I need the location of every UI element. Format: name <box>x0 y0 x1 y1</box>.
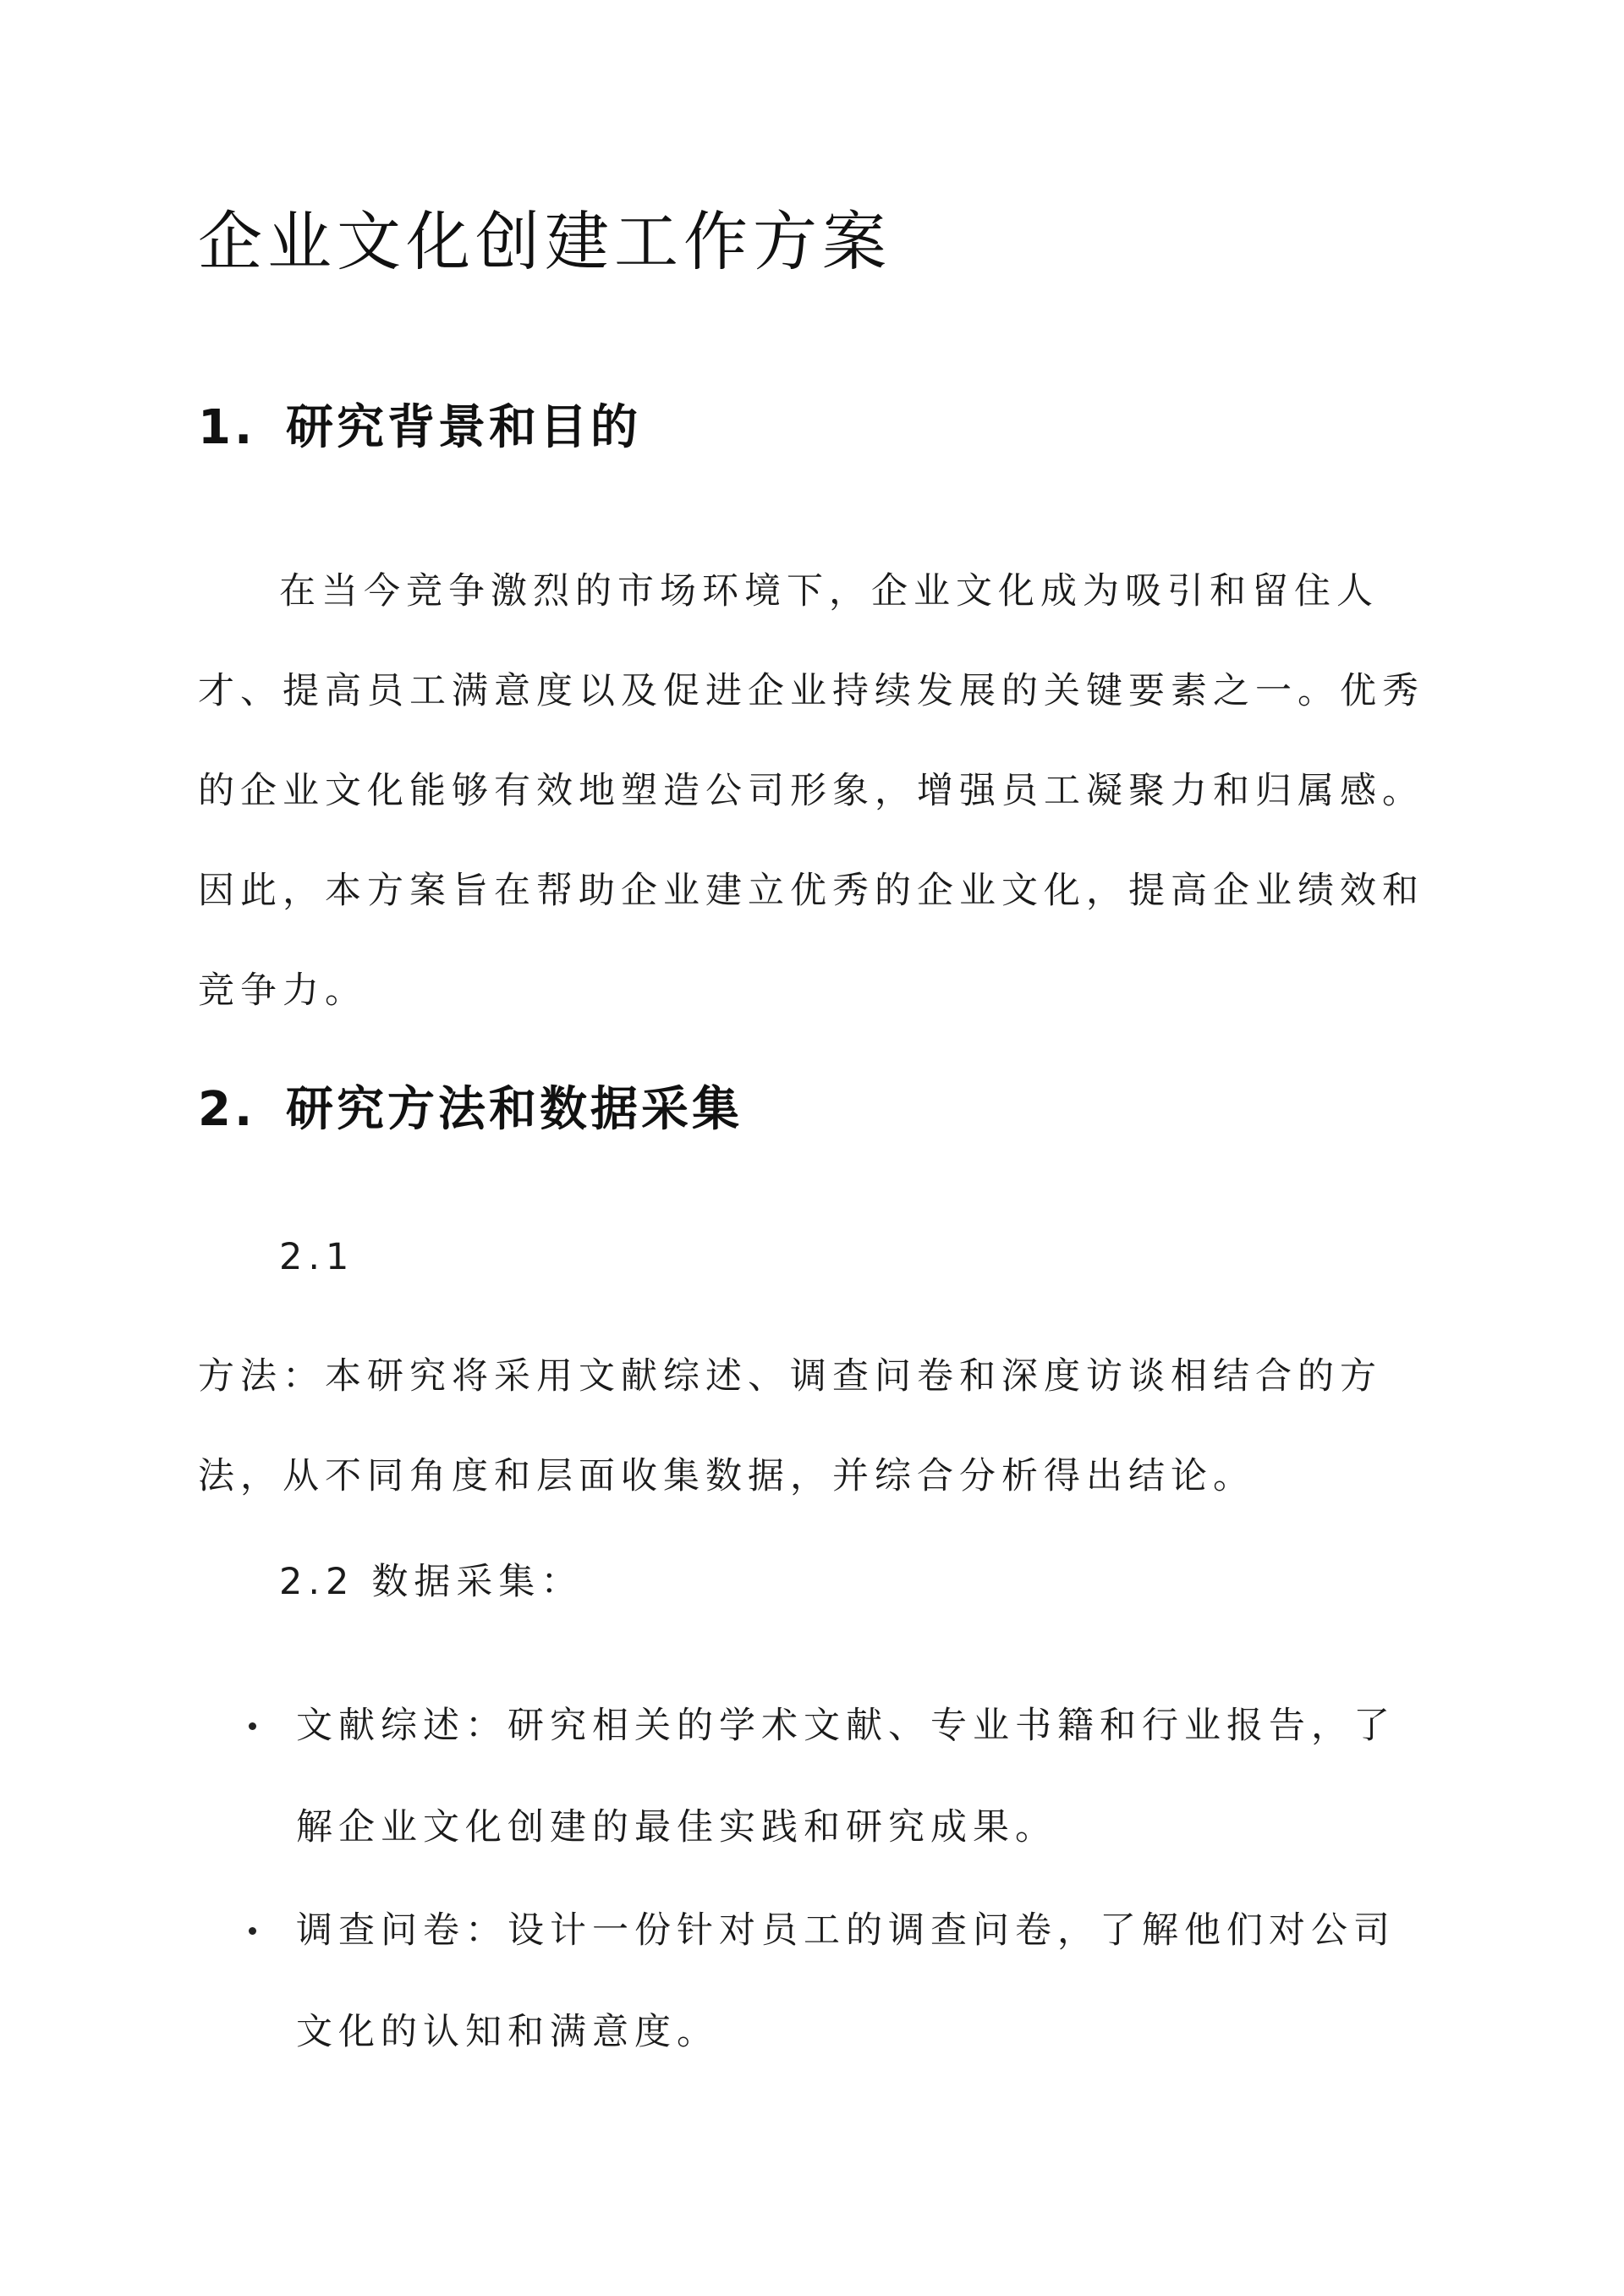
subsection-2-1-text: 方法：本研究将采用文献综述、调查问卷和深度访谈相结合的方法，从不同角度和层面收集数据，并综合分析得出结论。 <box>198 1355 1382 1497</box>
section-1-heading <box>198 394 641 462</box>
subsection-2-2-heading <box>279 1557 583 1607</box>
section-1-number: 1. <box>198 400 256 455</box>
list-item-text: 调查问卷：设计一份针对员工的调查问卷，了解他们对公司文化的认知和满意度。 <box>296 1909 1396 2053</box>
document-title: 企业文化创建工作方案 <box>198 204 892 279</box>
section-2-heading <box>198 1076 743 1144</box>
section-1-paragraph: 在当今竞争激烈的市场环境下，企业文化成为吸引和留住人才、提高员工满意度以及促进企业持续发展的关键要素之一。优秀的企业文化能够有效地塑造公司形象，增强员工凝聚力和归属感。因此，本方案旨在帮助企业建立优秀的企业文化，提高企业绩效和竞争力。 <box>198 570 1424 1012</box>
bullet-icon <box>249 1722 256 1730</box>
section-2-title: 研究方法和数据采集 <box>286 1082 743 1137</box>
section-1-title: 研究背景和目的 <box>286 400 641 455</box>
subsection-2-2-label: 数据采集： <box>371 1561 584 1603</box>
list-item <box>198 1675 1433 1878</box>
list-item <box>198 1880 1433 2083</box>
subsection-2-2-number: 2.2 <box>279 1561 355 1603</box>
subsection-2-1-number: 2.1 <box>279 1236 355 1278</box>
data-collection-list <box>198 1675 1433 2083</box>
bullet-icon <box>249 1927 256 1935</box>
section-2-number: 2. <box>198 1082 256 1137</box>
list-item-text: 文献综述：研究相关的学术文献、专业书籍和行业报告，了解企业文化创建的最佳实践和研究成果。 <box>296 1705 1396 1848</box>
